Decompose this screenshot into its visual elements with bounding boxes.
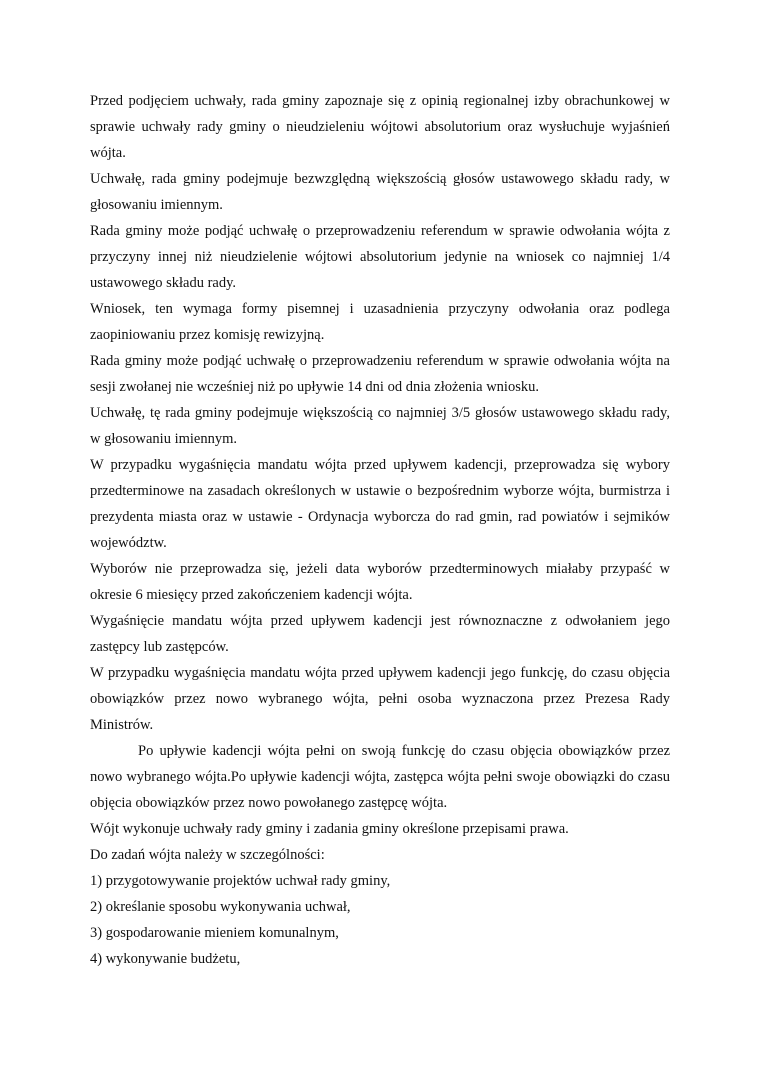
paragraph: Uchwałę, tę rada gminy podejmuje większością co najmniej 3/5 głosów ustawowego składu rady, w głosowaniu imiennym. [90,405,670,447]
paragraph: W przypadku wygaśnięcia mandatu wójta przed upływem kadencji jego funkcję, do czasu objęcia obowiązków przez nowo wybranego wójta, pełni osoba wyznaczona przez Prezesa Rady Ministrów. [90,665,670,733]
document-body [90,88,670,972]
paragraph: Rada gminy może podjąć uchwałę o przeprowadzeniu referendum w sprawie odwołania wójta na sesji zwołanej nie wcześniej niż po upływie 14 dni od dnia złożenia wniosku. [90,353,670,395]
paragraph: Rada gminy może podjąć uchwałę o przeprowadzeniu referendum w sprawie odwołania wójta z przyczyny innej niż nieudzielenie wójtowi absolutorium jedynie na wniosek co najmniej 1/4 ustawowego składu rady. [90,223,670,291]
paragraph: Wójt wykonuje uchwały rady gminy i zadania gminy określone przepisami prawa. [90,821,569,837]
paragraph: Przed podjęciem uchwały, rada gminy zapoznaje się z opinią regionalnej izby obrachunkowej w sprawie uchwały rady gminy o nieudzieleniu wójtowi absolutorium oraz wysłuchuje wyjaśnień wójta. [90,93,670,161]
list-item: 4) wykonywanie budżetu, [90,951,241,967]
paragraph: W przypadku wygaśnięcia mandatu wójta przed upływem kadencji, przeprowadza się wybory przedterminowe na zasadach określonych w ustawie o bezpośrednim wyborze wójta, burmistrza i prezydenta miasta oraz w ustawie - Ordynacja wyborcza do rad gmin, rad powiatów i sejmików województw. [90,457,670,551]
list-item: 1) przygotowywanie projektów uchwał rady gminy, [90,873,391,889]
paragraph: Wygaśnięcie mandatu wójta przed upływem kadencji jest równoznaczne z odwołaniem jego zastępcy lub zastępców. [90,613,670,655]
paragraph-indented: Po upływie kadencji wójta pełni on swoją funkcję do czasu objęcia obowiązków przez nowo wybranego wójta.Po upływie kadencji wójta, zastępca wójta pełni swoje obowiązki do czasu objęcia obowiązków przez nowo powołanego zastępcę wójta. [90,743,670,811]
list-item: 2) określanie sposobu wykonywania uchwał, [90,899,351,915]
list-item: 3) gospodarowanie mieniem komunalnym, [90,925,339,941]
paragraph: Wyborów nie przeprowadza się, jeżeli data wyborów przedterminowych miałaby przypaść w okresie 6 miesięcy przed zakończeniem kadencji wójta. [90,561,670,603]
paragraph: Wniosek, ten wymaga formy pisemnej i uzasadnienia przyczyny odwołania oraz podlega zaopiniowaniu przez komisję rewizyjną. [90,301,670,343]
paragraph: Do zadań wójta należy w szczególności: [90,847,325,863]
paragraph: Uchwałę, rada gminy podejmuje bezwzględną większością głosów ustawowego składu rady, w głosowaniu imiennym. [90,171,670,213]
